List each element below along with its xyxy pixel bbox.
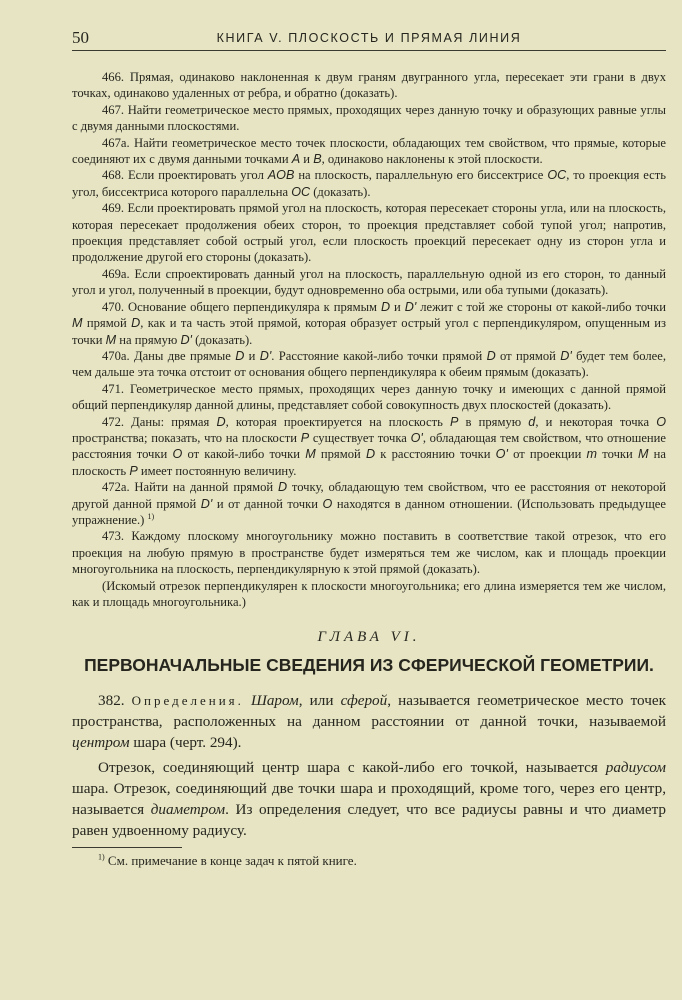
text-segment: OC: [291, 184, 311, 199]
text-segment: центром: [72, 734, 130, 752]
text-segment: от проекции: [507, 447, 587, 462]
text-segment: 472. Даны: прямая: [102, 414, 217, 429]
problem-paragraph: [72, 528, 666, 577]
text-segment: D: [486, 348, 496, 363]
text-segment: OC: [547, 168, 567, 183]
problem-paragraph: [72, 200, 666, 266]
text-segment: P: [450, 414, 459, 429]
page: [72, 0, 666, 889]
text-segment: 467а. Найти геометрическое место точек плоскости, обладающих тем свойством, что прямые, которые соединяют их с двумя данными точками: [72, 135, 666, 167]
text-segment: M: [72, 316, 83, 331]
text-segment: . Расстояние какой-либо точки прямой: [271, 348, 487, 363]
text-segment: D: [365, 447, 376, 462]
text-segment: D': [404, 299, 417, 314]
problem-paragraph: [72, 578, 666, 611]
text-segment: будет тем более, чем дальше эта точка отстоит от основания общего перпендикуляра к обеим прямым (доказать).: [72, 348, 666, 380]
text-segment: O: [322, 496, 333, 511]
footnote-marker: 1): [98, 853, 105, 863]
text-segment: в прямую: [458, 414, 529, 429]
text-segment: P: [129, 463, 138, 478]
text-segment: d: [528, 414, 536, 429]
text-segment: (Искомый отрезок перпендикулярен к плоскости многоугольника; его длина измеряется тем же числом, как и площадь многоугольника.): [72, 578, 666, 609]
text-segment: 471. Геометрическое место прямых, проходящих через данную точку и имеющих с данной прямой общий перпендикуляр данной длины, представляет собой совокупность двух плоскостей (доказать).: [72, 381, 666, 413]
text-segment: 466. Прямая, одинаково наклоненная к двум граням двугранного угла, пересекает эти грани в двух точках, одинаково удаленных от ребра, и обратно (доказать).: [72, 70, 666, 101]
problem-paragraph: [72, 167, 666, 200]
text-segment: точки: [597, 447, 638, 462]
text-segment: . Из определения следует, что все радиусы равны и что диаметр равен удвоенному радиусу.: [72, 801, 666, 840]
text-segment: 382.: [98, 692, 132, 710]
problem-paragraph: [72, 69, 666, 102]
page-number: 50: [72, 28, 89, 47]
text-segment: O': [495, 447, 508, 462]
text-segment: [244, 692, 251, 709]
text-segment: D: [131, 316, 141, 331]
problem-paragraph: [72, 102, 666, 135]
text-segment: на плоскость, параллельную его биссектрисе: [294, 168, 548, 183]
text-segment: (доказать).: [310, 184, 371, 199]
problems-section: [72, 69, 666, 610]
text-segment: 469а. Если спроектировать данный угол на плоскость, параллельную одной из его сторон, то данный угол и угол, полученный в проекции, будут одновременно оба острыми, или оба тупыми (доказать).: [72, 266, 666, 298]
text-segment: от прямой: [495, 348, 561, 363]
text-segment: D': [259, 348, 272, 363]
body-paragraph: [72, 690, 666, 753]
text-segment: к расстоянию точки: [375, 447, 496, 462]
text-segment: AOB: [267, 168, 295, 183]
text-segment: , которая проектируется на плоскость: [225, 414, 450, 429]
text-segment: , то проекция есть угол, биссектриса которого параллельна: [72, 168, 667, 199]
text-segment: 468. Если проектировать угол: [102, 168, 268, 183]
body-paragraph: [72, 757, 666, 841]
text-segment: прямой: [82, 316, 132, 331]
text-segment: , одинаково наклонены к этой плоскости.: [321, 152, 543, 167]
text-segment: шара (черт. 294).: [129, 734, 242, 752]
page-header: [72, 28, 666, 51]
chapter-label: ГЛАВА VI.: [317, 629, 421, 646]
text-segment: , или: [298, 692, 341, 710]
text-segment: P: [300, 430, 310, 445]
text-segment: M: [637, 447, 649, 462]
problem-paragraph: [72, 414, 666, 480]
text-segment: шара. Отрезок, соединяющий две точки шара и проходящий, кроме того, через его центр, называется: [72, 780, 666, 819]
chapter-title: ПЕРВОНАЧАЛЬНЫЕ СВЕДЕНИЯ ИЗ СФЕРИЧЕСКОЙ ГЕОМЕТРИИ.: [84, 655, 654, 676]
text-segment: 470. Основание общего перпендикуляра к прямым: [102, 299, 381, 314]
text-segment: (доказать).: [191, 332, 253, 347]
problem-paragraph: [72, 266, 666, 299]
text-segment: диаметром: [150, 801, 226, 819]
text-segment: 467. Найти геометрическое место прямых, проходящих через данную точку и образующих равные углы с двумя данными плоскостями.: [72, 102, 666, 134]
running-title: КНИГА V. ПЛОСКОСТЬ И ПРЯМАЯ ЛИНИЯ: [216, 31, 522, 45]
text-segment: 473. Каждому плоскому многоугольнику можно поставить в соответствие такой отрезок, что его проекция на любую прямую в пространстве будет измеряться тем же числом, как и площадь проекции многоугольника на плоскость, перпендикулярную к этой прямой (доказать).: [72, 529, 666, 577]
text-segment: прямой: [315, 447, 366, 462]
text-segment: , как и та часть этой прямой, которая образует острый угол с перпендикуляром, опущенным из точки: [72, 316, 666, 347]
text-segment: сферой: [340, 692, 388, 710]
text-segment: M: [105, 332, 117, 347]
text-segment: лежит с той же стороны от какой-либо точки: [416, 299, 666, 314]
text-segment: радиусом: [605, 759, 666, 777]
text-segment: D': [180, 332, 192, 347]
text-segment: A: [291, 152, 301, 167]
body-section: [72, 690, 666, 841]
text-segment: 472а. Найти на данной прямой: [102, 480, 278, 495]
text-segment: D: [380, 299, 391, 314]
text-segment: m: [586, 447, 598, 462]
problem-paragraph: [72, 381, 666, 414]
problem-paragraph: [72, 299, 666, 348]
text-segment: D: [235, 348, 245, 363]
footnote-rule: [72, 847, 182, 848]
footnote-text: См. примечание в конце задач к пятой книге.: [104, 853, 357, 869]
text-segment: O: [656, 414, 666, 429]
text-segment: D': [560, 348, 572, 363]
text-segment: O: [172, 447, 183, 462]
text-segment: O': [410, 430, 423, 445]
text-segment: 1): [147, 511, 155, 521]
text-segment: , называется геометрическое место точек пространства, расположенных на данном расстоянии от данной точки, называемой: [72, 692, 666, 731]
text-segment: находятся в данном отношении. (Использовать предыдущее упражнение.): [72, 496, 666, 527]
text-segment: и: [390, 299, 405, 314]
text-segment: точку, обладающую тем свойством, что ее расстояния от некоторой другой данной прямой: [72, 480, 666, 511]
text-segment: 469. Если проектировать прямой угол на плоскость, которая пересекает стороны угла, или на плоскость, которая пересекает продолжения обеих сторон, то проекция представляет собой тупой угол; напротив, проекция представляет собой острый угол, если плоскость проекций пересекает одну из сторон угла и продолжение другой его стороны (доказать).: [72, 201, 666, 265]
problem-paragraph: [72, 479, 666, 528]
text-segment: и от данной точки: [212, 496, 323, 511]
text-segment: и: [300, 152, 314, 167]
footnote: [72, 852, 666, 889]
text-segment: пространства; показать, что на плоскости: [72, 430, 301, 445]
problem-paragraph: [72, 348, 666, 381]
text-segment: B: [313, 152, 322, 167]
text-segment: от какой-либо точки: [182, 447, 306, 462]
text-segment: M: [305, 447, 316, 462]
problem-paragraph: [72, 135, 666, 168]
text-segment: D': [200, 496, 213, 511]
text-segment: существует точка: [309, 430, 411, 445]
text-segment: Определения.: [131, 693, 244, 709]
text-segment: на плоскость: [72, 447, 667, 478]
text-segment: имеет постоянную величину.: [137, 463, 297, 478]
text-segment: , обладающая тем свойством, что отношение расстояния точки: [72, 430, 666, 462]
text-segment: на прямую: [116, 332, 181, 347]
text-segment: Шаром: [251, 692, 299, 710]
text-segment: D: [216, 414, 226, 429]
text-segment: 470а. Даны две прямые: [102, 348, 236, 363]
text-segment: D: [277, 480, 288, 495]
text-segment: Отрезок, соединяющий центр шара с какой-либо его точкой, называется: [98, 759, 606, 777]
text-segment: , и некоторая точка: [535, 414, 657, 429]
text-segment: и: [244, 348, 260, 363]
